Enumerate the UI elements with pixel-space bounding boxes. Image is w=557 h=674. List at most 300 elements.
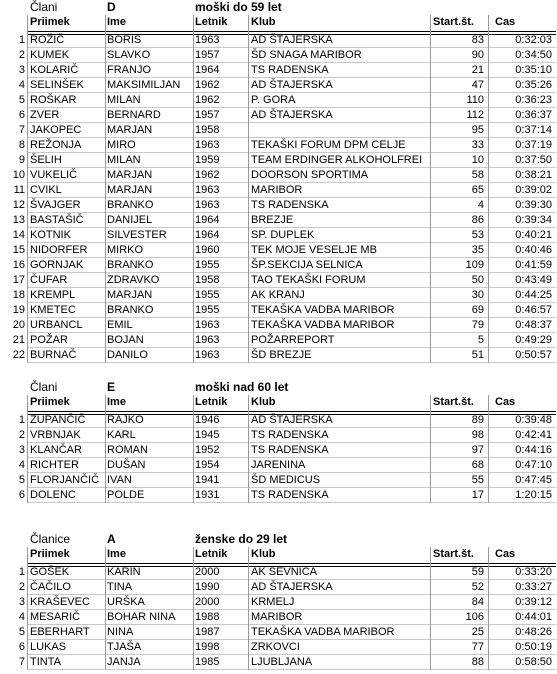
column-divider [430, 15, 431, 363]
result-row [0, 413, 557, 428]
surname-cell: LUKAS [30, 641, 67, 653]
surname-cell: ČAČILO [30, 581, 71, 593]
result-row [0, 348, 557, 363]
firstname-cell: DANILO [107, 349, 148, 361]
surname-cell: GORNJAK [30, 259, 84, 271]
club-cell: BREZJE [251, 214, 294, 226]
place-number: 13 [12, 214, 25, 226]
time-cell: 0:32:03 [515, 34, 552, 46]
start-number-cell: 50 [471, 274, 484, 286]
col-start: Start.št. [433, 16, 474, 28]
result-row [0, 565, 557, 580]
club-cell: ZRKOVCI [251, 641, 300, 653]
place-number: 21 [12, 334, 25, 346]
place-number: 8 [18, 139, 25, 151]
col-cas: Cas [495, 16, 516, 28]
start-number-cell: 79 [471, 319, 484, 331]
club-cell: DOORSON SPORTIMA [251, 169, 369, 181]
start-number-cell: 90 [471, 49, 484, 61]
firstname-cell: BOJAN [107, 334, 144, 346]
result-row [0, 153, 557, 168]
start-number-cell: 110 [466, 94, 484, 106]
surname-cell: DOLENC [30, 489, 76, 501]
place-number: 7 [18, 124, 25, 136]
time-cell: 0:39:30 [515, 199, 552, 211]
club-cell: ŠP.SEKCIJA SELNICA [251, 259, 363, 271]
birthyear-cell: 1955 [195, 289, 220, 301]
club-cell: TEK MOJE VESELJE MB [251, 244, 377, 256]
group-label: Članice [30, 532, 71, 546]
place-number: 2 [18, 581, 25, 593]
result-row [0, 610, 557, 625]
column-header-row [0, 547, 557, 562]
column-divider [488, 547, 489, 670]
place-number: 20 [12, 319, 25, 331]
club-cell: AD ŠTAJERSKA [251, 34, 333, 46]
firstname-cell: MARJAN [107, 124, 153, 136]
start-number-cell: 10 [471, 154, 484, 166]
time-cell: 0:42:41 [515, 429, 552, 441]
start-number-cell: 17 [471, 489, 484, 501]
birthyear-cell: 1963 [195, 334, 220, 346]
result-row [0, 228, 557, 243]
surname-cell: VRBNJAK [30, 429, 81, 441]
start-number-cell: 52 [471, 581, 484, 593]
place-number: 6 [18, 489, 25, 501]
club-cell: AD ŠTAJERSKA [251, 581, 333, 593]
place-number: 9 [18, 154, 25, 166]
surname-cell: KMETEC [30, 304, 76, 316]
surname-cell: EBERHART [30, 626, 90, 638]
firstname-cell: MIRO [107, 139, 136, 151]
start-number-cell: 25 [471, 626, 484, 638]
club-cell: ŠD MEDICUS [251, 474, 321, 486]
start-number-cell: 5 [477, 334, 484, 346]
section-header [0, 532, 557, 547]
birthyear-cell: 1952 [195, 444, 220, 456]
time-cell: 0:50:19 [515, 641, 552, 653]
col-klub: Klub [251, 396, 276, 408]
time-cell: 0:44:25 [515, 289, 552, 301]
row-gridline [27, 669, 556, 670]
column-divider [430, 395, 431, 503]
surname-cell: JAKOPEC [30, 124, 82, 136]
surname-cell: NIDORFER [30, 244, 88, 256]
firstname-cell: NINA [107, 626, 134, 638]
firstname-cell: EMIL [107, 319, 133, 331]
column-divider [193, 15, 194, 363]
club-cell: JARENINA [251, 459, 306, 471]
birthyear-cell: 1945 [195, 429, 220, 441]
club-cell: TS RADENSKA [251, 489, 329, 501]
time-cell: 0:43:49 [515, 274, 552, 286]
col-priimek: Priimek [30, 548, 70, 560]
column-divider [488, 395, 489, 503]
start-number-cell: 68 [471, 459, 484, 471]
column-divider [105, 15, 106, 363]
time-cell: 0:38:21 [515, 169, 552, 181]
place-number: 4 [18, 459, 25, 471]
time-cell: 0:44:01 [515, 611, 552, 623]
surname-cell: URBANCL [30, 319, 83, 331]
firstname-cell: KARIN [107, 566, 141, 578]
surname-cell: BURNAČ [30, 349, 77, 361]
time-cell: 0:39:02 [515, 184, 552, 196]
result-row [0, 78, 557, 93]
birthyear-cell: 2000 [195, 596, 220, 608]
time-cell: 0:33:27 [515, 581, 552, 593]
birthyear-cell: 1963 [195, 34, 220, 46]
start-number-cell: 77 [471, 641, 484, 653]
place-number: 18 [12, 289, 25, 301]
time-cell: 0:36:37 [515, 109, 552, 121]
surname-cell: BASTAŠIČ [30, 214, 84, 226]
birthyear-cell: 1962 [195, 79, 220, 91]
surname-cell: POŽAR [30, 334, 68, 346]
club-cell: TEKAŠKA VADBA MARIBOR [251, 319, 395, 331]
place-number: 12 [12, 199, 25, 211]
place-number: 1 [18, 414, 25, 426]
surname-cell: ROŠKAR [30, 94, 77, 106]
firstname-cell: JANJA [107, 656, 141, 668]
firstname-cell: DANIJEL [107, 214, 153, 226]
birthyear-cell: 1987 [195, 626, 220, 638]
start-number-cell: 89 [471, 414, 484, 426]
club-cell: P. GORA [251, 94, 296, 106]
firstname-cell: BOHAR NINA [107, 611, 176, 623]
column-divider [248, 15, 249, 363]
result-row [0, 488, 557, 503]
column-divider [27, 547, 28, 670]
birthyear-cell: 1985 [195, 656, 220, 668]
time-cell: 0:37:50 [515, 154, 552, 166]
start-number-cell: 30 [471, 289, 484, 301]
club-cell: SP. DUPLEK [251, 229, 315, 241]
firstname-cell: IVAN [107, 474, 132, 486]
start-number-cell: 95 [471, 124, 484, 136]
time-cell: 0:36:23 [515, 94, 552, 106]
place-number: 1 [18, 34, 25, 46]
category-code: A [107, 532, 116, 546]
start-number-cell: 86 [471, 214, 484, 226]
start-number-cell: 84 [471, 596, 484, 608]
result-row [0, 640, 557, 655]
firstname-cell: MAKSIMILJAN [107, 79, 181, 91]
column-divider [248, 547, 249, 670]
club-cell: TS RADENSKA [251, 64, 329, 76]
place-number: 1 [18, 566, 25, 578]
birthyear-cell: 1964 [195, 214, 220, 226]
firstname-cell: ZDRAVKO [107, 274, 160, 286]
place-number: 3 [18, 64, 25, 76]
firstname-cell: MILAN [107, 94, 141, 106]
firstname-cell: BRANKO [107, 259, 154, 271]
time-cell: 0:39:48 [515, 414, 552, 426]
firstname-cell: BERNARD [107, 109, 161, 121]
result-row [0, 655, 557, 670]
col-klub: Klub [251, 16, 276, 28]
time-cell: 0:35:10 [515, 64, 552, 76]
column-divider [430, 547, 431, 670]
result-row [0, 183, 557, 198]
start-number-cell: 106 [465, 611, 484, 623]
time-cell: 0:47:10 [515, 459, 552, 471]
time-cell: 0:58:50 [515, 656, 552, 668]
club-cell: AK KRANJ [251, 289, 305, 301]
club-cell: KRMELJ [251, 596, 295, 608]
result-row [0, 443, 557, 458]
time-cell: 0:40:21 [515, 229, 552, 241]
club-cell: TAO TEKAŠKI FORUM [251, 274, 366, 286]
firstname-cell: FRANJO [107, 64, 151, 76]
surname-cell: ČUFAR [30, 274, 68, 286]
start-number-cell: 21 [471, 64, 484, 76]
start-number-cell: 88 [471, 656, 484, 668]
birthyear-cell: 1958 [195, 274, 220, 286]
firstname-cell: SLAVKO [107, 49, 151, 61]
column-divider [488, 15, 489, 363]
firstname-cell: MIRKO [107, 244, 144, 256]
row-gridline [27, 502, 556, 503]
column-header-row [0, 15, 557, 30]
result-row [0, 303, 557, 318]
firstname-cell: TINA [107, 581, 133, 593]
firstname-cell: TJAŠA [107, 641, 142, 653]
surname-cell: KRAŠEVEC [30, 596, 90, 608]
result-row [0, 108, 557, 123]
result-row [0, 625, 557, 640]
category-title: moški nad 60 let [195, 380, 289, 394]
column-divider [105, 395, 106, 503]
club-cell: TEKAŠKI FORUM DPM CELJE [251, 139, 406, 151]
club-cell: AD ŠTAJERSKA [251, 109, 333, 121]
firstname-cell: MARJAN [107, 184, 153, 196]
birthyear-cell: 1957 [195, 49, 220, 61]
birthyear-cell: 1954 [195, 459, 220, 471]
time-cell: 0:34:50 [515, 49, 552, 61]
firstname-cell: BRANKO [107, 199, 154, 211]
surname-cell: RICHTER [30, 459, 79, 471]
col-priimek: Priimek [30, 396, 70, 408]
surname-cell: ROŽIČ [30, 34, 65, 46]
col-cas: Cas [495, 396, 516, 408]
club-cell: AK SEVNICA [251, 566, 318, 578]
result-row [0, 318, 557, 333]
surname-cell: REŽONJA [30, 139, 82, 151]
column-header-row [0, 395, 557, 410]
birthyear-cell: 1963 [195, 184, 220, 196]
start-number-cell: 98 [471, 429, 484, 441]
birthyear-cell: 1955 [195, 259, 220, 271]
start-number-cell: 65 [471, 184, 484, 196]
section-header [0, 380, 557, 395]
result-row [0, 258, 557, 273]
column-divider [27, 15, 28, 363]
birthyear-cell: 1946 [195, 414, 220, 426]
time-cell: 1:20:15 [515, 489, 552, 501]
birthyear-cell: 1958 [195, 124, 220, 136]
start-number-cell: 58 [471, 169, 484, 181]
surname-cell: KOLARIČ [30, 64, 79, 76]
club-cell: MARIBOR [251, 611, 303, 623]
section-header [0, 0, 557, 15]
time-cell: 0:37:14 [515, 124, 552, 136]
result-row [0, 168, 557, 183]
col-letnik: Letnik [195, 16, 228, 28]
result-row [0, 33, 557, 48]
col-start: Start.št. [433, 396, 474, 408]
birthyear-cell: 1990 [195, 581, 220, 593]
column-divider [248, 395, 249, 503]
birthyear-cell: 1959 [195, 154, 220, 166]
firstname-cell: KARL [107, 429, 136, 441]
surname-cell: CVIKL [30, 184, 62, 196]
firstname-cell: MARJAN [107, 169, 153, 181]
category-code: E [107, 380, 116, 394]
club-cell: TS RADENSKA [251, 429, 329, 441]
result-row [0, 333, 557, 348]
time-cell: 0:41:59 [515, 259, 552, 271]
result-row [0, 123, 557, 138]
place-number: 11 [13, 184, 25, 196]
time-cell: 0:47:45 [515, 474, 552, 486]
surname-cell: TINTA [30, 656, 61, 668]
group-label: Člani [30, 0, 58, 14]
time-cell: 0:40:46 [515, 244, 552, 256]
start-number-cell: 51 [471, 349, 484, 361]
col-ime: Ime [107, 548, 126, 560]
start-number-cell: 35 [471, 244, 484, 256]
place-number: 5 [18, 94, 25, 106]
result-row [0, 595, 557, 610]
start-number-cell: 47 [471, 79, 484, 91]
surname-cell: GOŠEK [30, 566, 70, 578]
surname-cell: KREMPL [30, 289, 76, 301]
start-number-cell: 109 [465, 259, 484, 271]
column-divider [193, 395, 194, 503]
place-number: 3 [18, 596, 25, 608]
surname-cell: KLANČAR [30, 444, 82, 456]
time-cell: 0:48:37 [515, 319, 552, 331]
start-number-cell: 55 [471, 474, 484, 486]
result-row [0, 580, 557, 595]
birthyear-cell: 1960 [195, 244, 220, 256]
result-row [0, 288, 557, 303]
birthyear-cell: 1998 [195, 641, 220, 653]
col-letnik: Letnik [195, 396, 228, 408]
surname-cell: FLORJANČIČ [30, 474, 100, 486]
place-number: 2 [18, 49, 25, 61]
place-number: 22 [12, 349, 25, 361]
club-cell: AD ŠTAJERSKA [251, 414, 333, 426]
start-number-cell: 83 [471, 34, 484, 46]
club-cell: TS RADENSKA [251, 444, 329, 456]
surname-cell: VUKELIČ [30, 169, 78, 181]
col-klub: Klub [251, 548, 276, 560]
time-cell: 0:37:19 [515, 139, 552, 151]
time-cell: 0:48:26 [515, 626, 552, 638]
surname-cell: KOTNIK [30, 229, 71, 241]
club-cell: TEKAŠKA VADBA MARIBOR [251, 304, 395, 316]
start-number-cell: 112 [466, 109, 484, 121]
surname-cell: ŠVAJGER [30, 199, 81, 211]
birthyear-cell: 1931 [195, 489, 220, 501]
time-cell: 0:49:29 [515, 334, 552, 346]
birthyear-cell: 1963 [195, 319, 220, 331]
start-number-cell: 33 [471, 139, 484, 151]
group-label: Člani [30, 380, 58, 394]
col-start: Start.št. [433, 548, 474, 560]
result-row [0, 63, 557, 78]
col-cas: Cas [495, 548, 516, 560]
start-number-cell: 59 [471, 566, 484, 578]
birthyear-cell: 1964 [195, 229, 220, 241]
birthyear-cell: 1962 [195, 169, 220, 181]
row-gridline [27, 362, 556, 363]
result-row [0, 243, 557, 258]
club-cell: TS RADENSKA [251, 199, 329, 211]
birthyear-cell: 1963 [195, 139, 220, 151]
birthyear-cell: 1962 [195, 94, 220, 106]
result-row [0, 273, 557, 288]
firstname-cell: MILAN [107, 154, 141, 166]
place-number: 2 [18, 429, 25, 441]
club-cell: ŠD SNAGA MARIBOR [251, 49, 362, 61]
result-row [0, 48, 557, 63]
place-number: 10 [12, 169, 25, 181]
result-row [0, 138, 557, 153]
time-cell: 0:39:12 [515, 596, 552, 608]
time-cell: 0:39:34 [515, 214, 552, 226]
birthyear-cell: 1963 [195, 199, 220, 211]
birthyear-cell: 1955 [195, 304, 220, 316]
place-number: 14 [12, 229, 25, 241]
result-row [0, 93, 557, 108]
club-cell: AD ŠTAJERSKA [251, 79, 333, 91]
result-row [0, 473, 557, 488]
surname-cell: ŠELIH [30, 154, 62, 166]
place-number: 4 [18, 611, 25, 623]
category-code: D [107, 0, 116, 14]
firstname-cell: BRANKO [107, 304, 154, 316]
firstname-cell: RAJKO [107, 414, 144, 426]
firstname-cell: ROMAN [107, 444, 148, 456]
place-number: 5 [18, 474, 25, 486]
time-cell: 0:35:26 [515, 79, 552, 91]
time-cell: 0:50:57 [515, 349, 552, 361]
place-number: 6 [18, 641, 25, 653]
result-row [0, 198, 557, 213]
time-cell: 0:46:57 [515, 304, 552, 316]
place-number: 17 [12, 274, 25, 286]
result-row [0, 213, 557, 228]
col-priimek: Priimek [30, 16, 70, 28]
birthyear-cell: 2000 [195, 566, 220, 578]
surname-cell: ZUPANČIČ [30, 414, 86, 426]
surname-cell: KUMEK [30, 49, 70, 61]
firstname-cell: SILVESTER [107, 229, 167, 241]
club-cell: POŽARREPORT [251, 334, 335, 346]
start-number-cell: 97 [471, 444, 484, 456]
category-title: moški do 59 let [195, 0, 282, 14]
category-title: ženske do 29 let [195, 532, 288, 546]
column-divider [105, 547, 106, 670]
club-cell [251, 123, 428, 138]
place-number: 7 [18, 656, 25, 668]
column-divider [27, 395, 28, 503]
birthyear-cell: 1957 [195, 109, 220, 121]
start-number-cell: 69 [471, 304, 484, 316]
